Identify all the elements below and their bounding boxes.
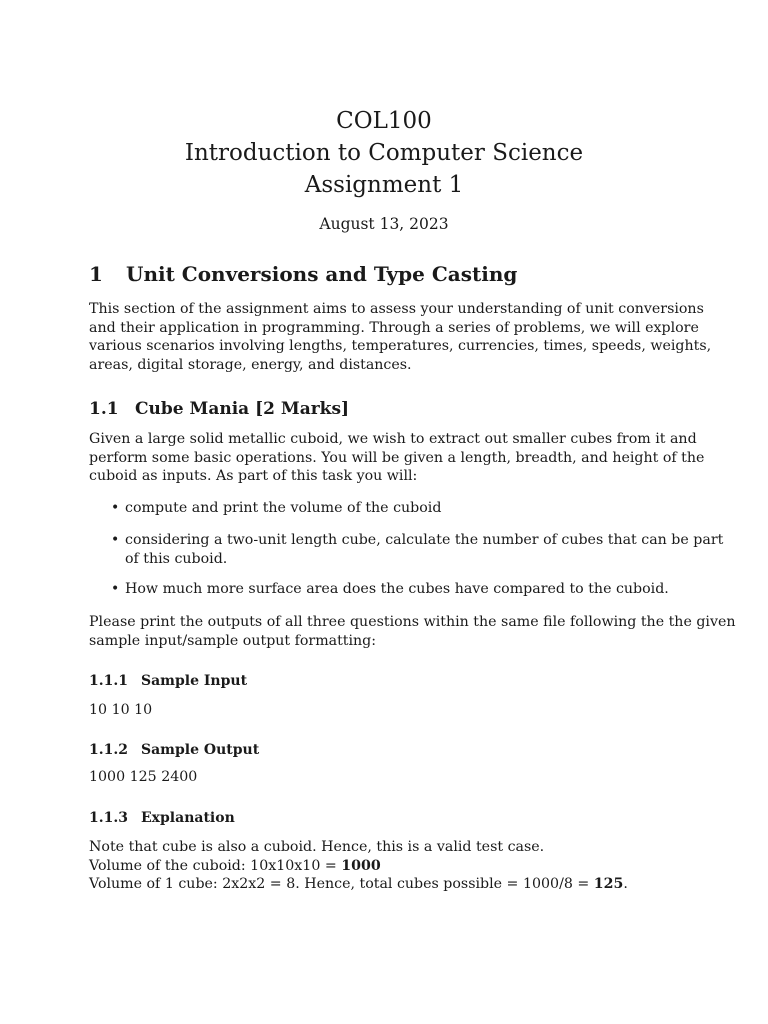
list-item-text [125, 499, 441, 518]
bullet-icon: • [111, 532, 120, 548]
subsection-number: 1.1 [89, 399, 119, 419]
course-name: Introduction to Computer Science [184, 140, 584, 166]
bullet-icon: • [111, 500, 120, 516]
paragraph-line: Given a large solid metallic cuboid, we wish to extract out smaller cubes from it and [89, 431, 697, 447]
subsubsection-title: Sample Input [141, 673, 248, 689]
paragraph-line [89, 875, 669, 894]
paragraph-line: Note that cube is also a cuboid. Hence, this is a valid test case. [89, 839, 545, 855]
document-date: August 13, 2023 [319, 215, 449, 233]
paragraph-line: and their application in programming. Through a series of problems, we will explore [89, 319, 699, 336]
bold-value: 1000 [341, 857, 381, 874]
list-item-line: of this cuboid. [125, 550, 228, 567]
subsubsection-heading [89, 741, 259, 759]
subsection-title: Cube Mania [2 Marks] [135, 399, 350, 419]
sample-input-value: 10 10 10 [89, 702, 153, 718]
subsubsection-heading [89, 672, 247, 690]
subsubsection-title: Sample Output [141, 742, 260, 758]
sample-output-value: 1000 125 2400 [89, 769, 198, 785]
subsection-heading [89, 398, 349, 420]
explanation-paragraph [89, 838, 669, 894]
paragraph-line: cuboid as inputs. As part of this task you will: [89, 468, 418, 485]
paragraph-line: perform some basic operations. You will be given a length, breadth, and height of the [89, 449, 705, 466]
text-fragment: Volume of the cuboid: 10x10x10 = [89, 857, 342, 874]
bold-value: 125 [593, 876, 624, 893]
paragraph-line: areas, digital storage, energy, and distances. [89, 356, 412, 373]
list-item-text [125, 580, 669, 599]
paragraph-line: Please print the outputs of all three questions within the same file following the the given [89, 614, 736, 630]
text-fragment: Volume of 1 cube: 2x2x2 = 8. Hence, total cubes possible = 1000/8 = [89, 876, 594, 893]
bullet-icon: • [111, 581, 120, 597]
subsection-intro-paragraph [89, 430, 705, 486]
paragraph-line: This section of the assignment aims to assess your understanding of unit conversions [89, 301, 704, 317]
subsubsection-number: 1.1.1 [89, 673, 128, 689]
section-intro-paragraph [89, 300, 712, 374]
assignment-title: Assignment 1 [304, 172, 464, 198]
format-instructions-paragraph [89, 613, 736, 650]
list-item [0, 499, 768, 519]
list-item [0, 580, 768, 600]
list-item-line: compute and print the volume of the cuboid [125, 500, 442, 516]
section-number: 1 [89, 262, 103, 286]
subsubsection-number: 1.1.3 [89, 810, 128, 826]
paragraph-line: sample input/sample output formatting: [89, 632, 377, 649]
text-fragment: . [623, 876, 628, 893]
list-item-line: considering a two-unit length cube, calculate the number of cubes that can be part [125, 532, 724, 548]
subsubsection-number: 1.1.2 [89, 742, 128, 758]
subsubsection-title: Explanation [141, 810, 235, 826]
list-item-line: How much more surface area does the cubes have compared to the cuboid. [125, 581, 669, 597]
section-title: Unit Conversions and Type Casting [126, 262, 518, 286]
course-code: COL100 [336, 108, 432, 134]
section-heading [89, 261, 517, 287]
paragraph-line [89, 857, 669, 876]
list-item-text [125, 531, 723, 568]
paragraph-line: various scenarios involving lengths, temperatures, currencies, times, speeds, weights, [89, 338, 712, 355]
list-item [0, 531, 768, 571]
subsubsection-heading [89, 809, 235, 827]
